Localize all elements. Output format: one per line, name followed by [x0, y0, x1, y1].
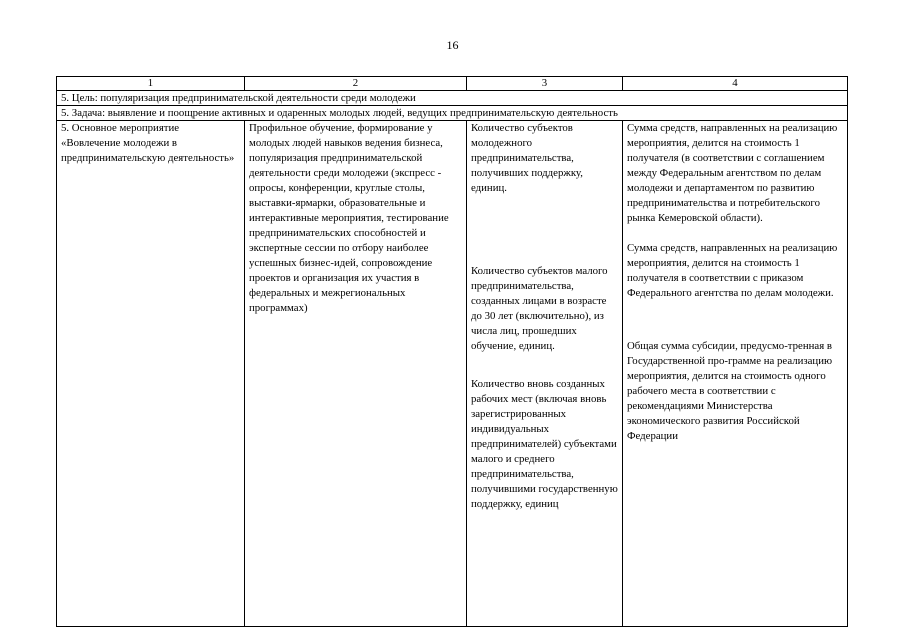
header-cell-2: 2 — [245, 77, 467, 91]
measure-row — [57, 121, 848, 627]
measure-description-cell — [245, 121, 467, 627]
header-cell-3: 3 — [467, 77, 623, 91]
method-1: Сумма средств, направленных на реализацию мероприятия, делится на стоимость 1 получателя (в соответствии с соглашением между Федеральным агентством по делам молодежи и департаментом по развитию предпринимательства и потребительского рынка Кемеровской области). — [627, 122, 838, 224]
header-cell-4: 4 — [623, 77, 848, 91]
indicator-3: Количество вновь созданных рабочих мест (включая вновь зарегистрированных индивидуальных предпринимателей) субъектами малого и среднего предпринимательства, получившими государственную поддержку, единиц — [471, 378, 618, 510]
indicator-cell — [467, 121, 623, 627]
measures-table — [56, 76, 848, 627]
indicator-2: Количество субъектов малого предпринимательства, созданных лицами в возрасте до 30 лет (включительно), из числа лиц, прошедших обучение, единиц. — [471, 265, 608, 352]
task-row — [57, 106, 848, 121]
task-cell: 5. Задача: выявление и поощрение активных и одаренных молодых людей, ведущих предпринимательскую деятельность — [57, 106, 848, 121]
page-number: 16 — [446, 38, 459, 52]
method-cell — [623, 121, 848, 627]
header-row — [57, 77, 848, 91]
measure-description: Профильное обучение, формирование у молодых людей навыков ведения бизнеса, популяризация предпринимательской деятельности среди молодежи (экспресс - опросы, конференции, круглые столы, выставки-ярмарки, образовательные и интерактивные мероприятия, тестирование предпринимательских способностей и экспертные сессии по отбору наиболее успешных бизнес-идей, сопровождение проектов и организация их участия в федеральных и межрегиональных программах) — [249, 122, 449, 314]
measure-name: 5. Основное мероприятие «Вовлечение молодежи в предпринимательскую деятельность» — [61, 122, 235, 164]
indicator-1: Количество субъектов молодежного предпринимательства, получивших поддержку, единиц. — [471, 122, 583, 194]
goal-row — [57, 91, 848, 106]
method-3: Общая сумма субсидии, предусмо-тренная в Государственной про-грамме на реализацию мероприятия, делится на стоимость одного рабочего места в соответствии с рекомендациями Министерства экономического развития Российской Федерации — [627, 340, 833, 442]
goal-cell: 5. Цель: популяризация предпринимательской деятельности среди молодежи — [57, 91, 848, 106]
method-2: Сумма средств, направленных на реализацию мероприятия, делится на стоимость 1 получателя в соответствии с приказом Федерального агентства по делам молодежи. — [627, 242, 838, 299]
header-cell-1: 1 — [57, 77, 245, 91]
measure-name-cell — [57, 121, 245, 627]
